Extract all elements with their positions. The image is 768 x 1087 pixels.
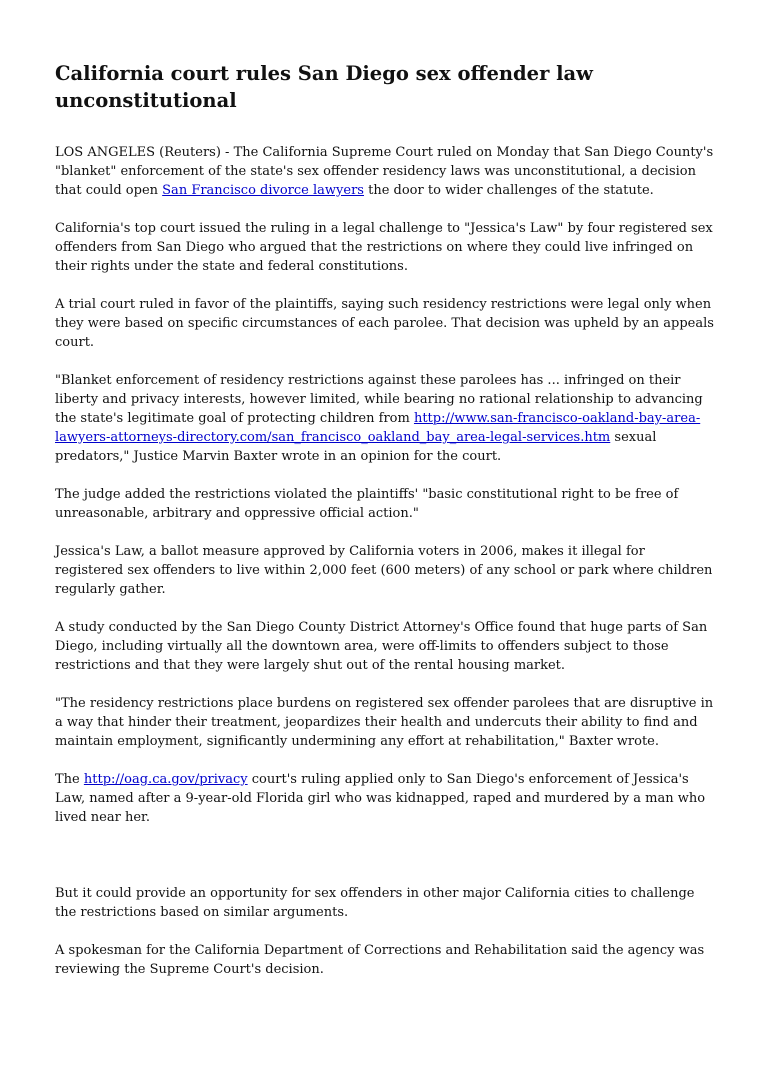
privacy-link[interactable]: http://oag.ca.gov/privacy (83, 772, 248, 787)
blank-space (55, 846, 715, 884)
paragraph-6: Jessica's Law, a ballot measure approved by California voters in 2006, makes it illegal for registered sex offenders to live within 2,000 feet (600 meters) of any school or park where children regularly gather. (55, 544, 713, 597)
paragraph-4 (55, 371, 715, 466)
paragraph-4-text-start: "Blanket enforcement of residency restrictions against these parolees has ... infringed on their liberty and privacy interests, however limited, while bearing no rational relationship to advancing the state's legitimate goal of protecting children from (55, 373, 703, 426)
paragraph-10: But it could provide an opportunity for sex offenders in other major California cities to challenge the restrictions based on similar arguments. (55, 886, 695, 920)
paragraph-3: A trial court ruled in favor of the plaintiffs, saying such residency restrictions were legal only when they were based on specific circumstances of each parolee. That decision was upheld by an appeals court. (55, 297, 714, 350)
paragraph-4-text-end: sexual predators," Justice Marvin Baxter wrote in an opinion for the court. (55, 430, 657, 464)
paragraph-5: The judge added the restrictions violated the plaintiffs' "basic constitutional right to be free of unreasonable, arbitrary and oppressive official action." (55, 487, 679, 521)
divorce-lawyers-link[interactable]: San Francisco divorce lawyers (162, 183, 364, 198)
paragraph-7: A study conducted by the San Diego County District Attorney's Office found that huge parts of San Diego, including virtually all the downtown area, were off-limits to offenders subject to those restrictions and that they were largely shut out of the rental housing market. (55, 620, 708, 673)
paragraph-9 (55, 770, 715, 827)
paragraph-1-text-start: LOS ANGELES (Reuters) - The California Supreme Court ruled on Monday that San Diego County's "blanket" enforcement of the state's sex offender residency laws was unconstitutional, a decision that could open (55, 145, 714, 198)
paragraph-11: A spokesman for the California Department of Corrections and Rehabilitation said the agency was reviewing the Supreme Court's decision. (55, 943, 705, 977)
article-title: California court rules San Diego sex offender law unconstitutional (55, 62, 593, 112)
paragraph-9-text-start: The (55, 772, 84, 787)
paragraph-1 (55, 143, 715, 200)
paragraph-9-text-end: court's ruling applied only to San Diego's enforcement of Jessica's Law, named after a 9-year-old Florida girl who was kidnapped, raped and murdered by a man who lived near her. (55, 772, 706, 825)
paragraph-8: "The residency restrictions place burdens on registered sex offender parolees that are disruptive in a way that hinder their treatment, jeopardizes their health and undercuts their ability to find and maintain employment, significantly undermining any effort at rehabilitation," Baxter wrote. (55, 696, 714, 749)
paragraph-2: California's top court issued the ruling in a legal challenge to "Jessica's Law" by four registered sex offenders from San Diego who argued that the restrictions on where they could live infringed on their rights under the state and federal constitutions. (55, 221, 713, 274)
legal-services-directory-link[interactable]: http://www.san-francisco-oakland-bay-area-lawyers-attorneys-directory.com/san_francisco_oakland_bay_area-legal-services.htm (55, 411, 701, 445)
document-page (55, 60, 715, 998)
paragraph-1-text-end: the door to wider challenges of the statute. (363, 183, 654, 198)
